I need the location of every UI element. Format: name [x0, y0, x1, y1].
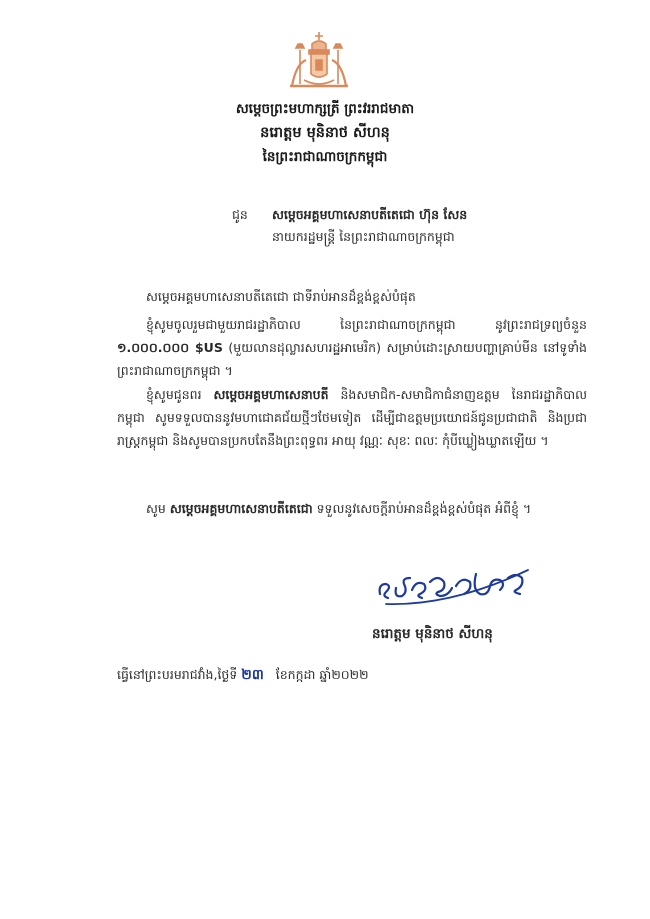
recipient-name: សម្តេចអគ្គមហាសេនាបតីតេជោ ហ៊ុន សែន: [272, 207, 468, 222]
paragraph-closing-text-b: ទទួលនូវសេចក្តីរាប់អានដ៏ខ្ពង់ខ្ពស់បំផុត អំពីខ្ញុំ ។: [312, 501, 532, 516]
royal-crest-logo: [282, 30, 356, 90]
paragraph-closing-text-a: សូម: [146, 501, 170, 516]
date-line: [117, 665, 369, 686]
date-suffix: ខែកក្កដា ឆ្នាំ២០២២: [275, 667, 369, 682]
paragraph-wishes-text-b: និងសមាជិក-សមាជិកាជំនាញឧត្តម នៃរាជរដ្ឋាភិបាលកម្ពុជា សូមទទួលបាននូវមហាជោគជ័យថ្មីៗថែមទៀត ដើម្បីជាឧត្តមប្រយោជន៍ជូនប្រជាជាតិ និងប្រជារាស្ត្រកម្ពុជា និងសូមបានប្រកបតែនឹងព្រះពុទ្ធពរ អាយុ វណ្ណៈ សុខៈ ពលៈ កុំបីឃ្លៀងឃ្លាតឡើយ ។: [117, 387, 587, 448]
paragraph-donation-text-a: ខ្ញុំសូមចូលរួមជាមួយរាជរដ្ឋាភិបាល នៃព្រះរាជាណាចក្រកម្ពុជា នូវព្រះរាជទ្រព្យចំនួន: [146, 317, 587, 332]
date-day: ២៣: [241, 667, 264, 683]
letterhead-name: នរោត្តម មុនិនាថ សីហនុ: [260, 125, 390, 141]
paragraph-wishes-highlight: សម្តេចអគ្គមហាសេនាបតី: [213, 387, 329, 402]
letterhead-kingdom: នៃព្រះរាជាណាចក្រកម្ពុជា: [262, 149, 388, 165]
paragraph-wishes: [117, 383, 587, 452]
paragraph-closing-highlight: សម្តេចអគ្គមហាសេនាបតីតេជោ: [169, 501, 313, 516]
recipient-title: នាយករដ្ឋមន្ត្រី នៃព្រះរាជាណាចក្រកម្ពុជា: [272, 229, 455, 244]
letterhead-title: សម្តេចព្រះមហាក្សត្រី ព្រះវររាជមាតា: [235, 101, 415, 117]
paragraph-donation: [117, 313, 587, 382]
salutation: សម្តេចអគ្គមហាសេនាបតីតេជោ ជាទីរាប់អានដ៏ខ្ពង់ខ្ពស់បំផុត: [146, 289, 416, 304]
date-prefix: ធ្វើនៅព្រះបរមរាជវាំង,ថ្ងៃទី: [117, 667, 238, 682]
donation-amount: ១.០០០.០០០ $US: [117, 340, 223, 355]
signer-name: នរោត្តម មុនិនាថ សីហនុ: [372, 626, 493, 642]
recipient-label: ជូន: [232, 207, 248, 222]
paragraph-closing: [117, 497, 587, 520]
paragraph-donation-text-b: (មួយលានដុល្លារសហរដ្ឋអាមេរិក) សម្រាប់ដោះស្រាយបញ្ហាគ្រាប់មីន នៅទូទាំងព្រះរាជាណាចក្រកម្ពុជា ។: [117, 340, 587, 378]
handwritten-signature: [372, 560, 542, 610]
paragraph-wishes-text-a: ខ្ញុំសូមជូនពរ: [146, 387, 214, 402]
